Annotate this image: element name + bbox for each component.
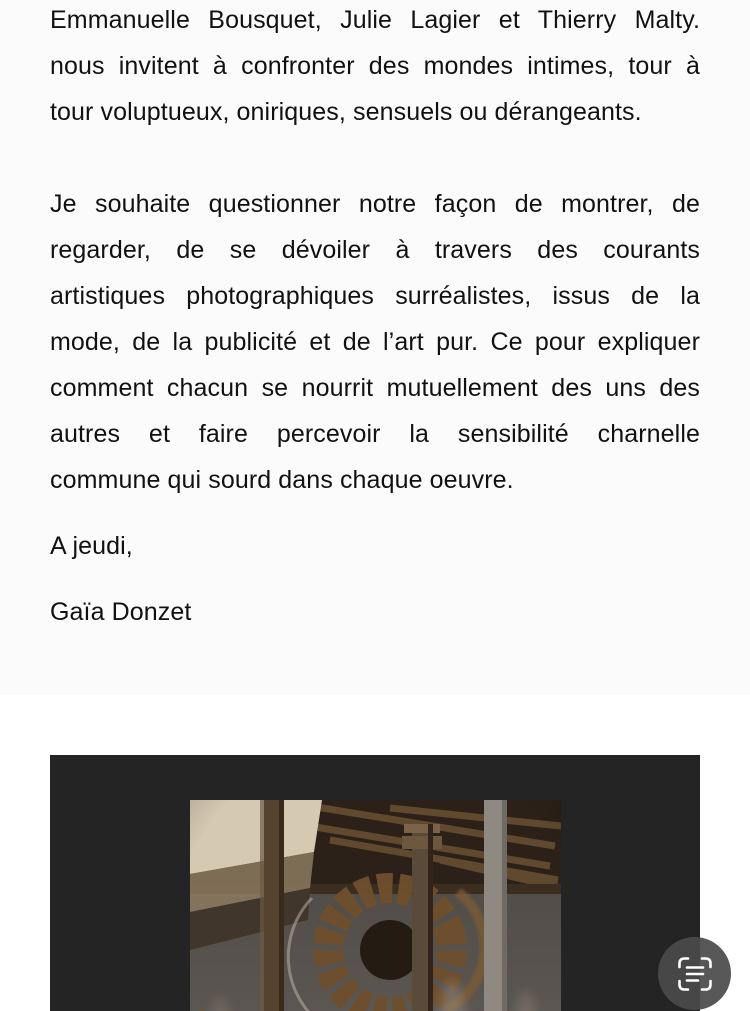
email-text-line: Emmanuelle Bousquet, Julie Lagier et Thierry Malty. <box>50 6 700 34</box>
email-text-line: commune qui sourd dans chaque oeuvre. <box>50 466 514 494</box>
gallery-section <box>0 695 750 1011</box>
email-text-line: autres et faire percevoir la sensibilité charnelle <box>50 420 700 448</box>
email-text-line: A jeudi, <box>50 532 133 560</box>
signature-name: Gaïa Donzet <box>50 598 192 626</box>
email-text-line: Je souhaite questionner notre façon de montrer, de <box>50 190 700 218</box>
paragraph-closing <box>50 523 700 569</box>
email-text-line: nous invitent à confronter des mondes intimes, tour à <box>50 52 700 80</box>
paragraph-main <box>50 181 700 503</box>
paragraph-intro <box>50 0 700 135</box>
paragraph-signature <box>50 589 700 635</box>
email-text-line: comment chacun se nourrit mutuellement des uns des <box>50 374 700 402</box>
exhibition-photo <box>190 800 561 1011</box>
exhibition-photo-graphic <box>190 800 561 1011</box>
live-text-scan-icon <box>675 954 715 994</box>
live-text-button[interactable] <box>658 937 731 1010</box>
email-text-line: mode, de la publicité et de l’art pur. Ce pour expliquer <box>50 328 700 356</box>
email-text-line: tour voluptueux, oniriques, sensuels ou dérangeants. <box>50 98 642 126</box>
email-text-line: artistiques photographiques surréalistes, issus de la <box>50 282 700 310</box>
artwork-panel <box>50 755 700 1011</box>
email-text <box>50 0 700 635</box>
email-text-line: regarder, de se dévoiler à travers des courants <box>50 236 700 264</box>
